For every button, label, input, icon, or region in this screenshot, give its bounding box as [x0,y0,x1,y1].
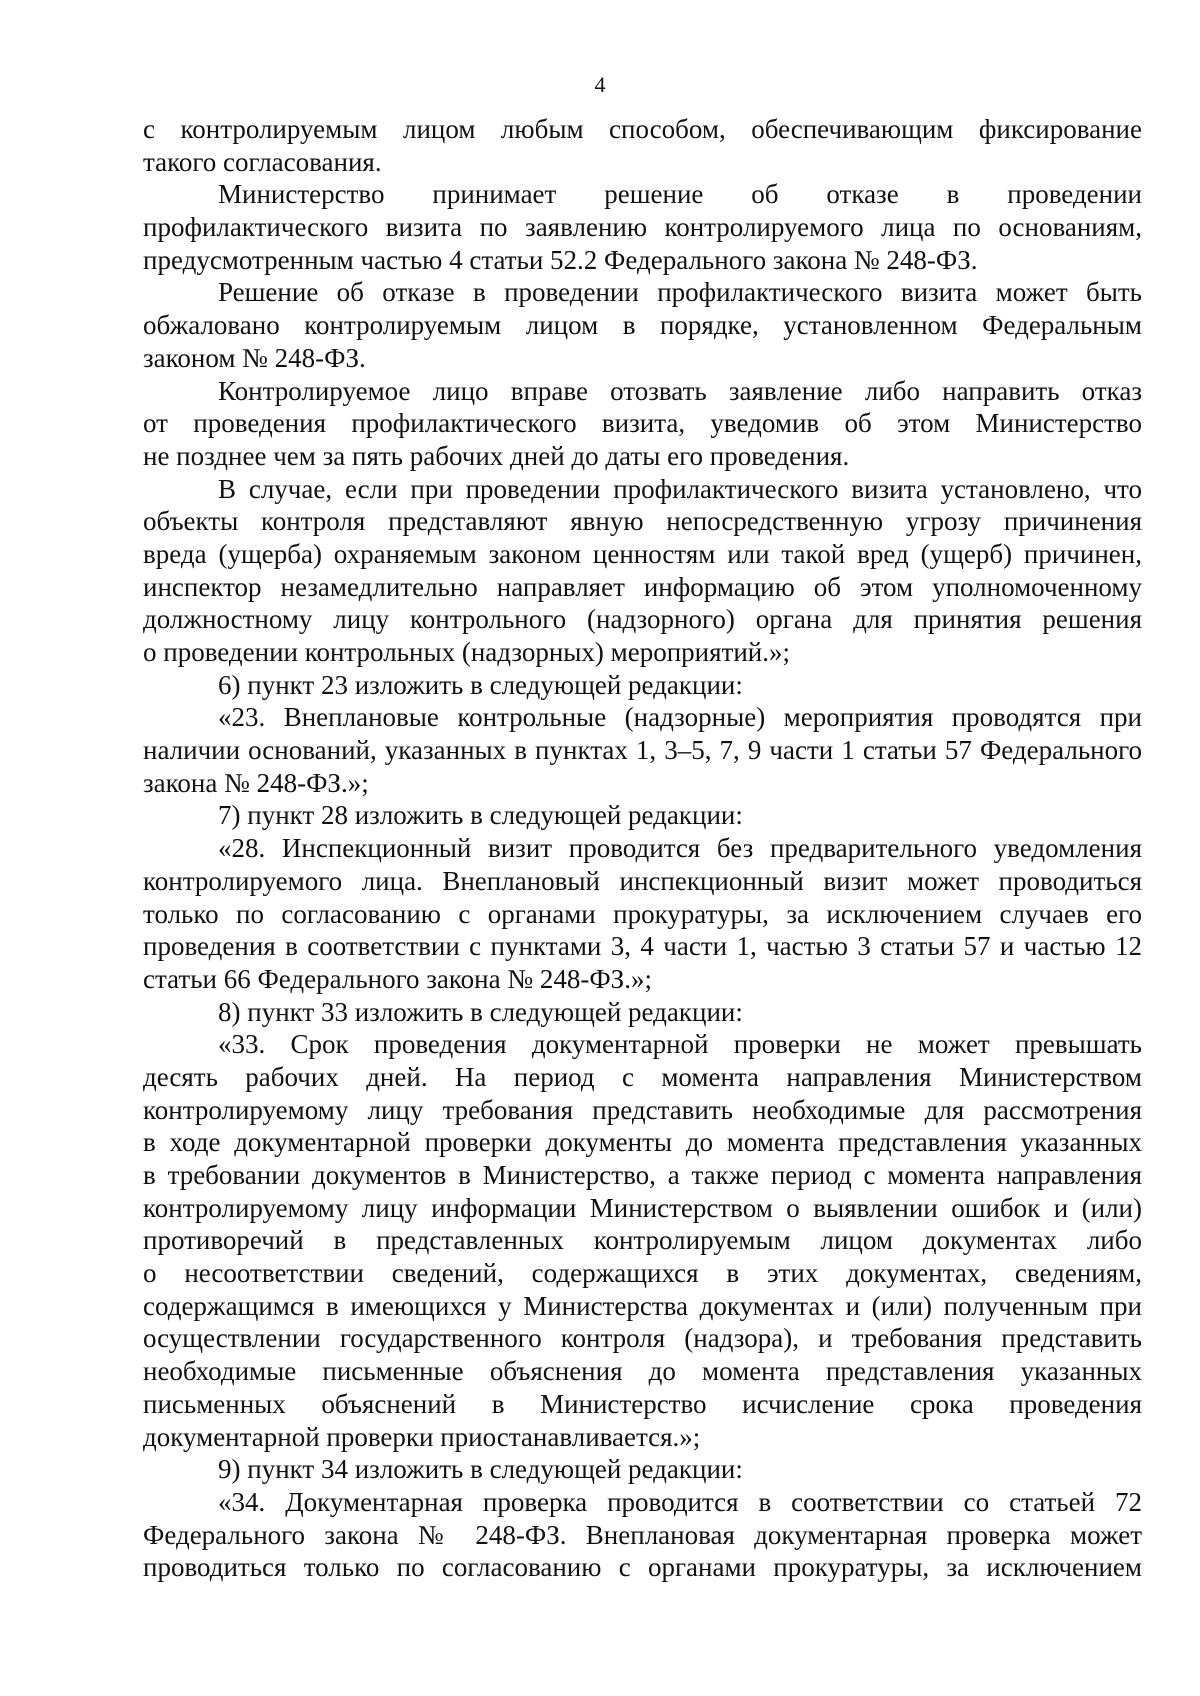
text-line: Контролируемое лицо вправе отозвать заявление либо направить отказ [218,375,1142,406]
text-line: Федерального закона № 248-ФЗ. Внеплановая документарная проверка может [143,1519,1142,1550]
document-body [143,113,1142,1584]
text-line: Решение об отказе в проведении профилактического визита может быть [218,277,1142,308]
text-line: инспектор незамедлительно направляет информацию об этом уполномоченному [143,571,1142,602]
text-line: не позднее чем за пять рабочих дней до даты его проведения. [143,440,850,471]
text-line: обжаловано контролируемым лицом в порядке, установленном Федеральным [143,310,1142,341]
text-line: проводиться только по согласованию с органами прокуратуры, за исключением [143,1552,1142,1583]
text-line: в ходе документарной проверки документы до момента представления указанных [143,1127,1142,1158]
text-line: осуществлении государственного контроля (надзора), и требования представить [143,1323,1142,1354]
text-line: 6) пункт 23 изложить в следующей редакции: [218,669,743,700]
text-line: вреда (ущерба) охраняемым законом ценностям или такой вред (ущерб) причинен, [143,538,1142,569]
text-line: статьи 66 Федерального закона № 248-ФЗ.»; [143,963,652,994]
text-line: В случае, если при проведении профилактического визита установлено, что [218,473,1142,504]
page-number: 4 [594,72,606,97]
text-line: с контролируемым лицом любым способом, обеспечивающим фиксирование [143,114,1142,144]
text-line: десять рабочих дней. На период с момента направления Министерством [143,1061,1142,1092]
text-line: «34. Документарная проверка проводится в соответствии со статьей 72 [218,1486,1142,1517]
text-line: от проведения профилактического визита, уведомив об этом Министерство [143,408,1142,439]
text-line: Министерство принимает решение об отказе в проведении [218,179,1142,210]
text-line: документарной проверки приостанавливается.»; [143,1421,701,1452]
text-line: о несоответствии сведений, содержащихся в этих документах, сведениям, [143,1258,1142,1289]
text-line: 7) пункт 28 изложить в следующей редакции: [218,800,743,831]
text-line: противоречий в представленных контролируемым лицом документах либо [143,1225,1142,1256]
text-line: контролируемому лицу информации Министерством о выявлении ошибок и (или) [143,1192,1142,1223]
text-line: объекты контроля представляют явную непосредственную угрозу причинения [143,506,1142,537]
text-line: профилактического визита по заявлению контролируемого лица по основаниям, [143,212,1142,243]
text-line: должностному лицу контрольного (надзорного) органа для принятия решения [143,604,1142,635]
text-line: о проведении контрольных (надзорных) мероприятий.»; [143,637,790,667]
text-line: контролируемому лицу требования представить необходимые для рассмотрения [143,1094,1142,1125]
text-line: необходимые письменные объяснения до момента представления указанных [143,1356,1142,1387]
text-line: закона № 248-ФЗ.»; [143,767,369,798]
text-line: «23. Внеплановые контрольные (надзорные) мероприятия проводятся при [218,702,1142,733]
text-line: предусмотренным частью 4 статьи 52.2 Федерального закона № 248-ФЗ. [143,244,978,275]
text-line: только по согласованию с органами прокуратуры, за исключением случаев его [143,898,1142,929]
text-line: «28. Инспекционный визит проводится без предварительного уведомления [218,833,1142,864]
text-line: законом № 248-ФЗ. [143,342,366,373]
text-line: письменных объяснений в Министерство исчисление срока проведения [143,1388,1142,1419]
text-line: такого согласования. [143,146,382,177]
text-line: 9) пункт 34 изложить в следующей редакции: [218,1454,743,1485]
text-line: проведения в соответствии с пунктами 3, 4 части 1, частью 3 статьи 57 и частью 12 [143,931,1142,962]
text-line: в требовании документов в Министерство, а также период с момента направления [143,1160,1142,1190]
text-line: контролируемого лица. Внеплановый инспекционный визит может проводиться [143,865,1142,896]
text-line: содержащимся в имеющихся у Министерства документах и (или) полученным при [143,1290,1142,1321]
text-line: наличии оснований, указанных в пунктах 1, 3–5, 7, 9 части 1 статьи 57 Федерального [143,735,1142,766]
text-line: 8) пункт 33 изложить в следующей редакции: [218,996,743,1027]
text-line: «33. Срок проведения документарной проверки не может превышать [218,1029,1142,1060]
